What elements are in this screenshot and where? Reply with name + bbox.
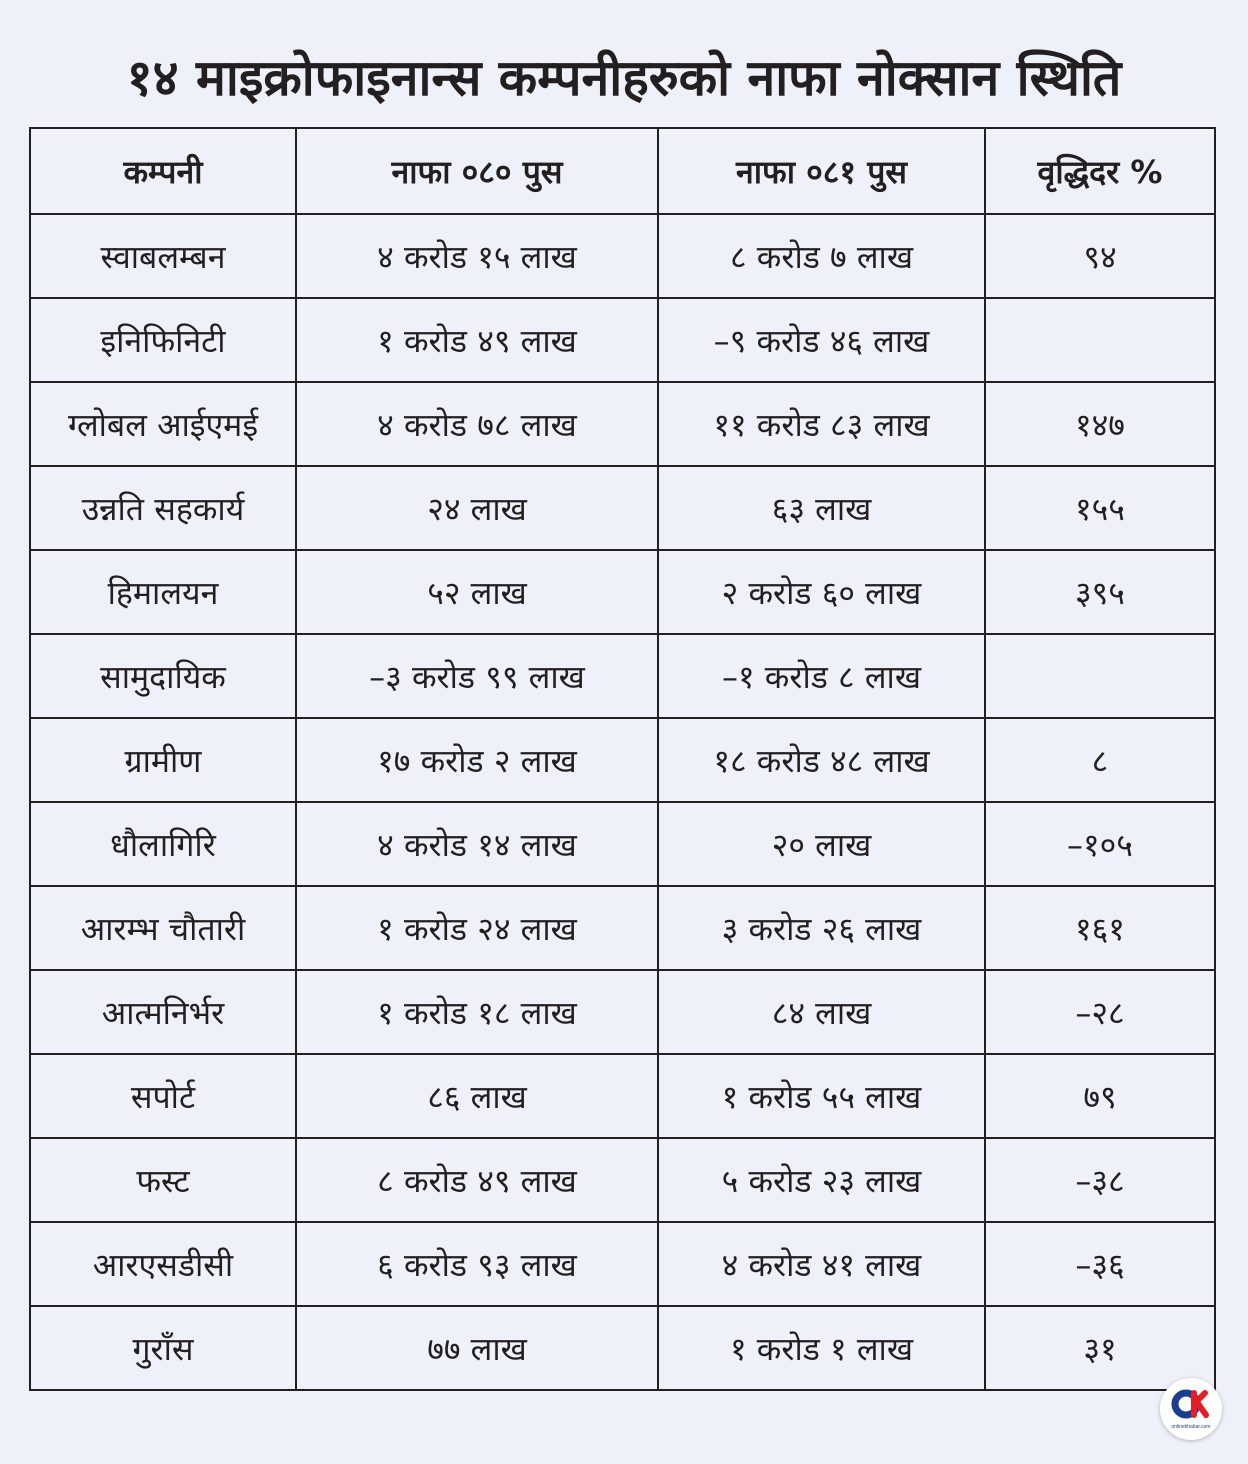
table-row bbox=[30, 634, 1215, 718]
profit-081-cell: ३ करोड २६ लाख bbox=[658, 886, 985, 970]
profit-080-cell: ५२ लाख bbox=[296, 550, 658, 634]
company-cell: आत्मनिर्भर bbox=[30, 970, 296, 1054]
company-cell: ग्लोबल आईएमई bbox=[30, 382, 296, 466]
profit-081-cell: ४ करोड ४१ लाख bbox=[658, 1222, 985, 1306]
company-cell: ग्रामीण bbox=[30, 718, 296, 802]
profit-080-cell: ८ करोड ४९ लाख bbox=[296, 1138, 658, 1222]
growth-rate-cell: –२८ bbox=[985, 970, 1215, 1054]
company-cell: हिमालयन bbox=[30, 550, 296, 634]
growth-rate-cell: –३८ bbox=[985, 1138, 1215, 1222]
profit-loss-table bbox=[29, 127, 1216, 1391]
profit-081-cell: २ करोड ६० लाख bbox=[658, 550, 985, 634]
header-company: कम्पनी bbox=[30, 128, 296, 214]
company-cell: स्वाबलम्बन bbox=[30, 214, 296, 298]
profit-080-cell: –३ करोड ९९ लाख bbox=[296, 634, 658, 718]
company-cell: उन्नति सहकार्य bbox=[30, 466, 296, 550]
table-row bbox=[30, 970, 1215, 1054]
profit-080-cell: १ करोड २४ लाख bbox=[296, 886, 658, 970]
profit-081-cell: –९ करोड ४६ लाख bbox=[658, 298, 985, 382]
table-row bbox=[30, 1222, 1215, 1306]
growth-rate-cell: १५५ bbox=[985, 466, 1215, 550]
company-cell: सपोर्ट bbox=[30, 1054, 296, 1138]
profit-080-cell: ४ करोड ७८ लाख bbox=[296, 382, 658, 466]
table-row bbox=[30, 550, 1215, 634]
profit-080-cell: ४ करोड १४ लाख bbox=[296, 802, 658, 886]
company-cell: धौलागिरि bbox=[30, 802, 296, 886]
company-cell: आरम्भ चौतारी bbox=[30, 886, 296, 970]
table-row bbox=[30, 1306, 1215, 1390]
profit-081-cell: १ करोड ५५ लाख bbox=[658, 1054, 985, 1138]
ok-logo-icon bbox=[1160, 1378, 1222, 1440]
growth-rate-cell: ८ bbox=[985, 718, 1215, 802]
table-row bbox=[30, 1138, 1215, 1222]
profit-081-cell: ११ करोड ८३ लाख bbox=[658, 382, 985, 466]
growth-rate-cell: ९४ bbox=[985, 214, 1215, 298]
profit-080-cell: १ करोड १८ लाख bbox=[296, 970, 658, 1054]
profit-081-cell: ५ करोड २३ लाख bbox=[658, 1138, 985, 1222]
table-row bbox=[30, 298, 1215, 382]
company-cell: फस्ट bbox=[30, 1138, 296, 1222]
profit-081-cell: १८ करोड ४८ लाख bbox=[658, 718, 985, 802]
growth-rate-cell: १६१ bbox=[985, 886, 1215, 970]
profit-080-cell: २४ लाख bbox=[296, 466, 658, 550]
header-profit-080: नाफा ०८० पुस bbox=[296, 128, 658, 214]
table-body bbox=[30, 214, 1215, 1390]
growth-rate-cell: ३९५ bbox=[985, 550, 1215, 634]
page-title: १४ माइक्रोफाइनान्स कम्पनीहरुको नाफा नोक्सान स्थिति bbox=[126, 49, 1122, 107]
profit-081-cell: ८ करोड ७ लाख bbox=[658, 214, 985, 298]
growth-rate-cell bbox=[985, 298, 1215, 382]
table-row bbox=[30, 802, 1215, 886]
profit-080-cell: १७ करोड २ लाख bbox=[296, 718, 658, 802]
onlinekhabar-logo bbox=[1160, 1378, 1222, 1440]
growth-rate-cell: १४७ bbox=[985, 382, 1215, 466]
table-row bbox=[30, 718, 1215, 802]
header-profit-081: नाफा ०८१ पुस bbox=[658, 128, 985, 214]
company-cell: आरएसडीसी bbox=[30, 1222, 296, 1306]
growth-rate-cell: ७९ bbox=[985, 1054, 1215, 1138]
growth-rate-cell bbox=[985, 634, 1215, 718]
table-row bbox=[30, 1054, 1215, 1138]
header-growth-rate: वृद्धिदर % bbox=[985, 128, 1215, 214]
profit-080-cell: ७७ लाख bbox=[296, 1306, 658, 1390]
growth-rate-cell: –१०५ bbox=[985, 802, 1215, 886]
profit-080-cell: ६ करोड ९३ लाख bbox=[296, 1222, 658, 1306]
table-row bbox=[30, 214, 1215, 298]
profit-081-cell: –१ करोड ८ लाख bbox=[658, 634, 985, 718]
profit-080-cell: ८६ लाख bbox=[296, 1054, 658, 1138]
table-header-row bbox=[30, 128, 1215, 214]
profit-081-cell: १ करोड १ लाख bbox=[658, 1306, 985, 1390]
logo-caption: onlinekhabar.com bbox=[1171, 1424, 1211, 1430]
profit-081-cell: ६३ लाख bbox=[658, 466, 985, 550]
company-cell: सामुदायिक bbox=[30, 634, 296, 718]
table-row bbox=[30, 382, 1215, 466]
table-row bbox=[30, 466, 1215, 550]
profit-080-cell: ४ करोड १५ लाख bbox=[296, 214, 658, 298]
growth-rate-cell: ३१ bbox=[985, 1306, 1215, 1390]
profit-081-cell: २० लाख bbox=[658, 802, 985, 886]
growth-rate-cell: –३६ bbox=[985, 1222, 1215, 1306]
profit-080-cell: १ करोड ४९ लाख bbox=[296, 298, 658, 382]
company-cell: गुराँस bbox=[30, 1306, 296, 1390]
profit-081-cell: ८४ लाख bbox=[658, 970, 985, 1054]
company-cell: इनिफिनिटी bbox=[30, 298, 296, 382]
table-row bbox=[30, 886, 1215, 970]
